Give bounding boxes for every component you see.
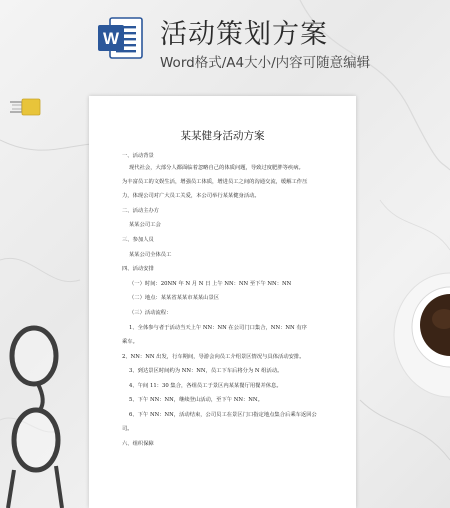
doc-line: 二、活动主办方 (122, 208, 160, 214)
doc-line: 司。 (122, 426, 133, 432)
word-icon-letter: W (102, 29, 120, 48)
doc-line: 为丰富员工的文娱生活，增强员工体质，增进员工之间的沟通交流，缓解工作压 (122, 179, 308, 185)
word-document-icon (96, 14, 144, 62)
binder-clip-icon (8, 96, 42, 118)
doc-line: （一）时间：20NN 年 N 月 N 日 上午 NN：NN 至下午 NN：NN (129, 281, 292, 287)
doc-line: 四、活动安排 (122, 266, 154, 272)
doc-line: 六、组织保障 (122, 441, 154, 447)
document-page (89, 96, 356, 508)
document-title: 某某健身活动方案 (180, 130, 265, 142)
doc-line: 4、午间 11：30 集合，各组员工于景区内某某餐厅用餐并休息。 (129, 383, 282, 389)
eyeglasses-icon (0, 320, 70, 508)
doc-line: （三）活动流程： (129, 310, 172, 316)
doc-line: 现代社会，大部分人都面临着忽略自己的体质问题，导致过度肥胖等疾病。 (129, 165, 304, 171)
doc-line: 1、全体参与者于活动当天上午 NN：NN 在公司门口集合，NN：NN 有序 (129, 325, 307, 331)
doc-line: 5、下午 NN：NN，继续登山活动，至下午 NN：NN。 (129, 397, 263, 403)
doc-line: （二）地点：某某省某某市某某山景区 (129, 295, 220, 301)
doc-line: 6、下午 NN：NN，活动结束，公司员工在景区门口指定地点集合后乘车返回公 (129, 412, 317, 418)
doc-line: 2、NN：NN 出发，行车期间，导游会向员工介绍景区情况与具体活动安排。 (122, 354, 305, 360)
page-title: 活动策划方案 (160, 19, 328, 50)
doc-line: 3、到达景区时间约为 NN：NN，员工下车后将分为 N 组活动。 (129, 368, 283, 374)
doc-line: 某某公司工会 (129, 222, 161, 228)
doc-line: 三、参加人员 (122, 237, 154, 243)
doc-line: 某某公司全体员工 (129, 252, 172, 258)
doc-line: 力，体现公司对广大员工关爱，本公司举行某某健身活动。 (122, 193, 260, 199)
doc-line: 一、活动背景 (122, 153, 154, 159)
coffee-cup-icon (392, 265, 450, 405)
page-subtitle: Word格式/A4大小/内容可随意编辑 (160, 55, 371, 71)
doc-line: 乘车。 (122, 339, 138, 345)
header (0, 0, 450, 80)
